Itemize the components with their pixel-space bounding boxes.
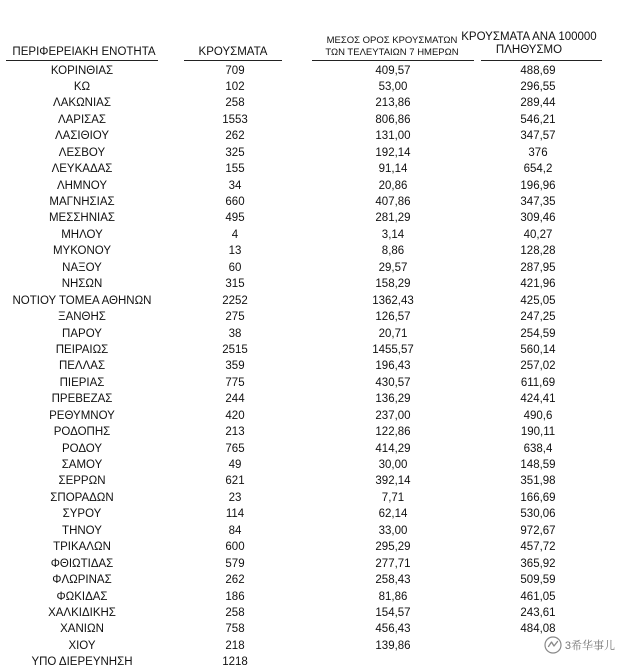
- cell-region: ΝΑΞΟΥ: [62, 261, 102, 274]
- cell-region: ΛΑΣΙΘΙΟΥ: [54, 130, 110, 143]
- header-underline: [312, 60, 474, 61]
- cell-cases: 244: [225, 393, 245, 406]
- table-row: [0, 556, 625, 572]
- cell-per-100000: 40,27: [523, 228, 553, 241]
- cell-per-100000: 196,96: [520, 179, 556, 192]
- cell-avg-7-days: 33,00: [378, 524, 408, 537]
- cell-region: ΛΗΜΝΟΥ: [56, 179, 108, 192]
- table-row: [0, 506, 625, 522]
- cell-per-100000: 287,95: [520, 261, 556, 274]
- cell-cases: 1218: [222, 656, 248, 669]
- header-per-line-1: ΚΡΟΥΣΜΑΤΑ ΑΝΑ 100000: [461, 31, 597, 43]
- cell-region: ΥΠΟ ΔΙΕΡΕΥΝΗΣΗ: [31, 656, 133, 669]
- cell-per-100000: 560,14: [520, 343, 556, 356]
- cell-cases: 495: [225, 212, 245, 225]
- cell-region: ΞΑΝΘΗΣ: [58, 311, 106, 324]
- cell-per-100000: 425,05: [520, 294, 556, 307]
- table-row: [0, 654, 625, 670]
- header-avg-line-2: ΤΩΝ ΤΕΛΕΥΤΑΙΩΝ 7 ΗΜΕΡΩΝ: [325, 47, 459, 58]
- cell-region: ΚΟΡΙΝΘΙΑΣ: [50, 64, 114, 77]
- table-row: [0, 260, 625, 276]
- header-per-line-2: ΠΛΗΘΥΣΜΟ: [495, 43, 563, 56]
- cell-per-100000: 166,69: [520, 491, 556, 504]
- table-row: [0, 441, 625, 457]
- table-row: [0, 621, 625, 637]
- cell-avg-7-days: 1455,57: [372, 343, 414, 356]
- table-row: [0, 638, 625, 654]
- cell-region: ΣΠΟΡΑΔΩΝ: [50, 491, 114, 504]
- cell-cases: 775: [225, 376, 245, 389]
- table-row: [0, 326, 625, 342]
- table-row: [0, 572, 625, 588]
- cell-per-100000: 421,96: [520, 278, 556, 291]
- cell-cases: 4: [231, 228, 239, 241]
- cell-avg-7-days: 414,29: [375, 442, 411, 455]
- cell-per-100000: 128,28: [520, 245, 556, 258]
- cell-avg-7-days: 392,14: [375, 475, 411, 488]
- cell-cases: 84: [228, 524, 242, 537]
- cell-cases: 49: [228, 459, 242, 471]
- cell-avg-7-days: 29,57: [378, 261, 408, 274]
- cell-cases: 2515: [222, 343, 248, 356]
- cell-per-100000: 530,06: [520, 508, 556, 521]
- table-row: [0, 589, 625, 605]
- cell-avg-7-days: 7,71: [381, 491, 405, 504]
- cell-avg-7-days: 192,14: [375, 146, 411, 159]
- cell-avg-7-days: 8,86: [381, 245, 405, 258]
- cell-avg-7-days: 281,29: [375, 212, 411, 225]
- cell-cases: 600: [225, 541, 245, 554]
- table-row: [0, 605, 625, 621]
- cell-avg-7-days: 53,00: [378, 80, 408, 93]
- header-underline: [6, 60, 158, 61]
- cell-avg-7-days: 806,86: [375, 113, 411, 126]
- table-row: [0, 128, 625, 144]
- cell-cases: 621: [225, 475, 245, 488]
- cell-cases: 765: [225, 442, 245, 455]
- header-underline: [184, 60, 282, 61]
- cell-region: ΜΑΓΝΗΣΙΑΣ: [49, 196, 115, 208]
- cell-per-100000: 611,69: [520, 376, 556, 389]
- cell-avg-7-days: 154,57: [375, 606, 411, 619]
- cell-avg-7-days: 1362,43: [372, 294, 414, 307]
- wechat-channel-icon: [544, 636, 562, 654]
- cell-cases: 758: [225, 623, 245, 636]
- cell-region: ΛΑΡΙΣΑΣ: [57, 113, 107, 126]
- cell-region: ΤΡΙΚΑΛΩΝ: [53, 541, 111, 554]
- cell-region: ΧΙΟΥ: [68, 639, 96, 652]
- cell-avg-7-days: 409,57: [375, 64, 411, 77]
- cell-per-100000: 424,41: [520, 393, 556, 406]
- cell-cases: 155: [225, 163, 245, 176]
- header-per-100000: [456, 31, 602, 56]
- table-row: [0, 375, 625, 391]
- table-row: [0, 408, 625, 424]
- cell-per-100000: 347,35: [520, 196, 556, 208]
- cell-avg-7-days: 20,71: [378, 327, 408, 340]
- cell-cases: 102: [225, 80, 245, 93]
- table-row: [0, 457, 625, 473]
- cell-per-100000: 972,67: [520, 524, 556, 537]
- cell-region: ΠΙΕΡΙΑΣ: [59, 376, 105, 389]
- table-row: [0, 243, 625, 259]
- cell-avg-7-days: 91,14: [378, 163, 408, 176]
- cell-cases: 709: [225, 64, 245, 77]
- cell-cases: 258: [225, 606, 245, 619]
- cell-per-100000: 457,72: [520, 541, 556, 554]
- cell-cases: 275: [225, 311, 245, 324]
- cell-cases: 213: [225, 426, 245, 439]
- cell-cases: 359: [225, 360, 245, 373]
- table-row: [0, 63, 625, 79]
- cell-per-100000: 654,2: [523, 163, 553, 176]
- cell-region: ΛΕΣΒΟΥ: [58, 146, 106, 159]
- cell-per-100000: 484,08: [520, 623, 556, 636]
- cell-region: ΦΩΚΙΔΑΣ: [56, 590, 108, 603]
- table-row: [0, 309, 625, 325]
- cell-avg-7-days: 122,86: [375, 426, 411, 439]
- cell-region: ΡΕΘΥΜΝΟΥ: [49, 409, 115, 422]
- header-region: ΠΕΡΙΦΕΡΕΙΑΚΗ ΕΝΟΤΗΤΑ: [12, 46, 156, 58]
- cell-per-100000: 461,05: [520, 590, 556, 603]
- cell-avg-7-days: 237,00: [375, 409, 411, 422]
- cell-per-100000: 488,69: [520, 64, 556, 77]
- header-underline: [481, 60, 602, 61]
- cell-per-100000: 351,98: [520, 475, 556, 488]
- cell-per-100000: 254,59: [520, 327, 556, 340]
- cell-avg-7-days: 407,86: [375, 196, 411, 208]
- header-avg-7-days: [308, 35, 476, 59]
- table-row: [0, 95, 625, 111]
- cell-avg-7-days: 126,57: [375, 311, 411, 324]
- cell-cases: 420: [225, 409, 245, 422]
- cell-avg-7-days: 139,86: [375, 639, 411, 652]
- cell-region: ΠΕΙΡΑΙΩΣ: [55, 343, 109, 356]
- cell-region: ΚΩ: [73, 80, 91, 93]
- cell-region: ΛΕΥΚΑΔΑΣ: [51, 163, 113, 176]
- table-row: [0, 473, 625, 489]
- cell-region: ΧΑΝΙΩΝ: [60, 623, 104, 636]
- header-avg-line-1: ΜΕΣΟΣ ΟΡΟΣ ΚΡΟΥΣΜΑΤΩΝ: [326, 35, 458, 46]
- cell-avg-7-days: 456,43: [375, 623, 411, 636]
- cell-avg-7-days: 258,43: [375, 574, 411, 587]
- cell-cases: 218: [225, 639, 245, 652]
- cell-per-100000: 289,44: [520, 97, 556, 110]
- table-row: [0, 342, 625, 358]
- cell-region: ΤΗΝΟΥ: [62, 524, 102, 537]
- cell-region: ΣΑΜΟΥ: [61, 459, 103, 471]
- cell-cases: 186: [225, 590, 245, 603]
- cell-region: ΦΘΙΩΤΙΔΑΣ: [50, 557, 114, 570]
- cell-cases: 60: [228, 261, 242, 274]
- table-row: [0, 424, 625, 440]
- cell-per-100000: 309,46: [520, 212, 556, 225]
- table-row: [0, 112, 625, 128]
- cell-per-100000: 148,59: [520, 459, 556, 471]
- table-row: [0, 523, 625, 539]
- cell-avg-7-days: 277,71: [375, 557, 411, 570]
- cell-region: ΝΟΤΙΟΥ ΤΟΜΕΑ ΑΘΗΝΩΝ: [12, 294, 152, 307]
- table-row: [0, 227, 625, 243]
- cell-per-100000: 365,92: [520, 557, 556, 570]
- cell-per-100000: 347,57: [520, 130, 556, 143]
- cell-region: ΝΗΣΩΝ: [61, 278, 103, 291]
- cell-cases: 23: [228, 491, 242, 504]
- cell-per-100000: 243,61: [520, 606, 556, 619]
- cell-cases: 1553: [222, 113, 248, 126]
- table-row: [0, 178, 625, 194]
- cell-region: ΜΗΛΟΥ: [61, 228, 103, 241]
- table-row: [0, 276, 625, 292]
- cell-cases: 114: [225, 508, 245, 521]
- table-row: [0, 194, 625, 210]
- cell-region: ΜΥΚΟΝΟΥ: [52, 245, 112, 258]
- table-row: [0, 539, 625, 555]
- cell-cases: 38: [228, 327, 242, 340]
- cell-avg-7-days: 3,14: [381, 228, 405, 241]
- cell-avg-7-days: 30,00: [378, 459, 408, 471]
- cell-cases: 13: [228, 245, 242, 258]
- cell-avg-7-days: 81,86: [378, 590, 408, 603]
- watermark: [544, 634, 615, 656]
- cell-region: ΦΛΩΡΙΝΑΣ: [52, 574, 112, 587]
- cell-region: ΣΕΡΡΩΝ: [58, 475, 106, 488]
- cell-avg-7-days: 20,86: [378, 179, 408, 192]
- cell-per-100000: 257,02: [520, 360, 556, 373]
- cell-per-100000: 638,4: [523, 442, 553, 455]
- cell-cases: 660: [225, 196, 245, 208]
- table-row: [0, 161, 625, 177]
- cell-avg-7-days: 295,29: [375, 541, 411, 554]
- cell-avg-7-days: 213,86: [375, 97, 411, 110]
- cell-cases: 2252: [222, 294, 248, 307]
- cell-cases: 579: [225, 557, 245, 570]
- cell-cases: 262: [225, 130, 245, 143]
- cell-avg-7-days: 430,57: [375, 376, 411, 389]
- watermark-text: 3希华事儿: [564, 640, 615, 652]
- cell-region: ΠΕΛΛΑΣ: [58, 360, 106, 373]
- cell-region: ΛΑΚΩΝΙΑΣ: [53, 97, 111, 110]
- cell-per-100000: 490,6: [523, 409, 553, 422]
- cell-per-100000: 296,55: [520, 80, 556, 93]
- cell-region: ΠΡΕΒΕΖΑΣ: [51, 393, 113, 406]
- cell-cases: 325: [225, 146, 245, 159]
- table-row: [0, 293, 625, 309]
- cell-cases: 315: [225, 278, 245, 291]
- cell-region: ΡΟΔΟΠΗΣ: [53, 426, 111, 439]
- cell-region: ΠΑΡΟΥ: [62, 327, 102, 340]
- cell-avg-7-days: 131,00: [375, 130, 411, 143]
- cell-avg-7-days: 196,43: [375, 360, 411, 373]
- cell-per-100000: 190,11: [520, 426, 556, 439]
- header-cases: ΚΡΟΥΣΜΑΤΑ: [198, 46, 268, 58]
- table-row: [0, 490, 625, 506]
- cell-region: ΧΑΛΚΙΔΙΚΗΣ: [48, 606, 116, 619]
- cell-region: ΡΟΔΟΥ: [61, 442, 103, 455]
- cell-region: ΜΕΣΣΗΝΙΑΣ: [48, 212, 116, 225]
- cell-cases: 262: [225, 574, 245, 587]
- cell-cases: 34: [228, 179, 242, 192]
- cell-region: ΣΥΡΟΥ: [62, 508, 102, 521]
- cell-avg-7-days: 62,14: [378, 508, 408, 521]
- table-row: [0, 145, 625, 161]
- cell-per-100000: 376: [528, 146, 548, 159]
- cell-cases: 258: [225, 97, 245, 110]
- table-body: [0, 63, 625, 671]
- cell-avg-7-days: 136,29: [375, 393, 411, 406]
- table-row: [0, 358, 625, 374]
- table-row: [0, 79, 625, 95]
- cell-per-100000: 509,59: [520, 574, 556, 587]
- cell-avg-7-days: 158,29: [375, 278, 411, 291]
- table-row: [0, 210, 625, 226]
- cell-per-100000: 546,21: [520, 113, 556, 126]
- table-row: [0, 391, 625, 407]
- cell-per-100000: 247,25: [520, 311, 556, 324]
